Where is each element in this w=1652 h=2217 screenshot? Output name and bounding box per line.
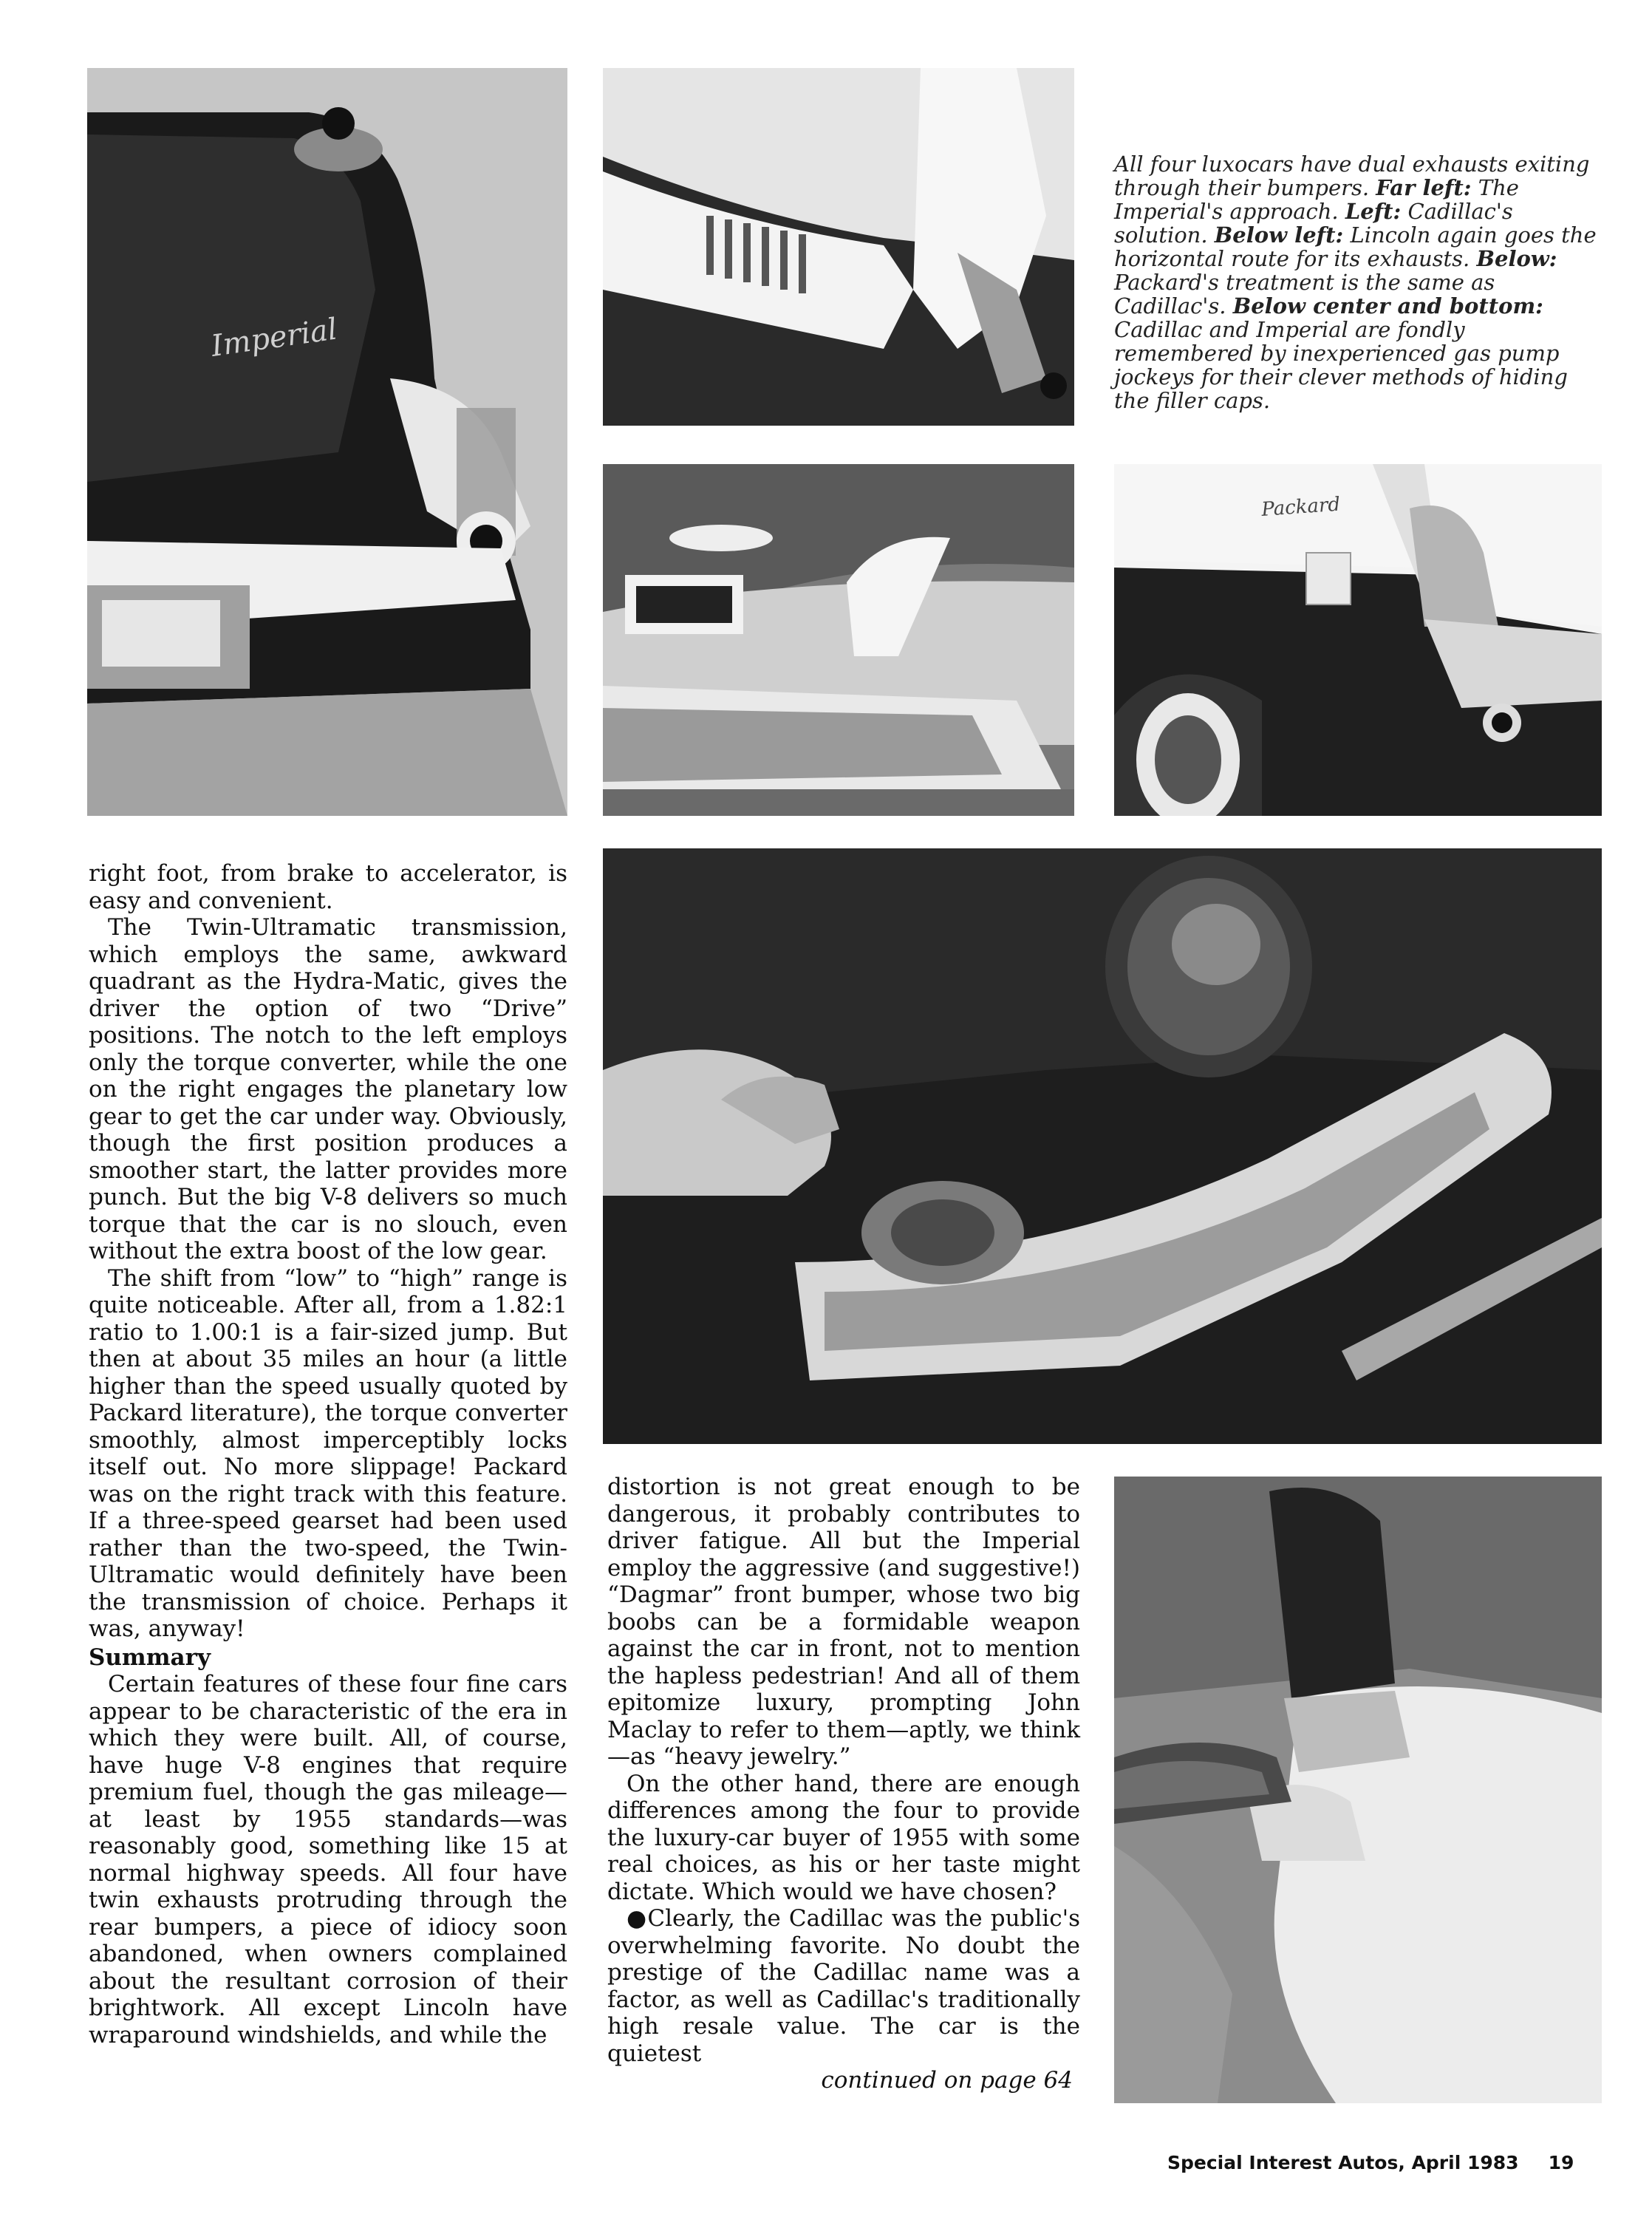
photo-imperial-filler-cap <box>1114 1477 1602 2103</box>
photo-cadillac-filler-cap <box>603 848 1602 1444</box>
photo-packard-rear <box>1114 464 1602 816</box>
caption-text-6: Cadillac and Imperial are fondly remembered by inexperienced gas pump jockeys for their clever methods of hiding the filler caps. <box>1114 317 1568 413</box>
caption-label-far-left: Far left: <box>1376 175 1472 200</box>
col2-paragraph-1: distortion is not great enough to be dangerous, it probably contributes to driver fatigue. All but the Imperial employ the aggressive (and suggestive!) “Dagmar” front bumper, whose two big boobs can be a formidable weapon against the car in front, not to mention the hapless pedestrian! And all of them epitomize luxury, prompting John Maclay to refer to them—aptly, we think —as “heavy jewelry.” <box>607 1474 1080 1770</box>
col1-paragraph-4: Certain features of these four fine cars appear to be characteristic of the era in which they were built. All, of course, have huge V-8 engines that require premium fuel, though the gas mileage—at least by 1955 standards—was reasonably good, something like 15 at normal highway speeds. All four have twin exhausts protruding through the rear bumpers, a piece of idiocy soon abandoned, when owners complained about the resultant corrosion of their brightwork. All except Lincoln have wraparound windshields, and while the <box>89 1671 567 2049</box>
continued-on-page: continued on page 64 <box>821 2067 1073 2094</box>
caption-text-2: The Imperial's approach. <box>1114 175 1519 224</box>
col2-paragraph-3: ●Clearly, the Cadillac was the public's overwhelming favorite. No doubt the prestige of the Cadillac name was a factor, as well as Cadillac's traditionally high resale value. The car is the quietest <box>607 1905 1080 2067</box>
magazine-issue: Special Interest Autos, April 1983 <box>1167 2152 1519 2173</box>
col2-paragraph-2: On the other hand, there are enough differences among the four to provide the luxury-car buyer of 1955 with some real choices, as his or her taste might dictate. Which would we have chosen? <box>607 1770 1080 1905</box>
packard-script-emblem: Packard <box>1260 493 1341 521</box>
page-footer <box>1167 2152 1596 2173</box>
caption-label-below-center: Below center and bottom: <box>1232 293 1543 319</box>
caption-text-5: Packard's treatment is the same as Cadillac's. <box>1114 270 1495 319</box>
summary-heading: Summary <box>89 1644 211 1671</box>
caption-text-4: Lincoln again goes the horizontal route for its exhausts. <box>1114 222 1597 271</box>
photo-cadillac-rear <box>603 68 1074 426</box>
caption-text-1: All four luxocars have dual exhausts exiting through their bumpers. <box>1114 151 1590 200</box>
photo-lincoln-rear <box>603 464 1074 816</box>
photo-caption <box>1114 152 1602 412</box>
article-column-1 <box>89 860 567 2049</box>
page-number: 19 <box>1548 2152 1574 2173</box>
col1-paragraph-2: The Twin-Ultramatic transmission, which employs the same, awkward quadrant as the Hydra-Matic, gives the driver the option of two “Drive” positions. The notch to the left employs only the torque converter, while the one on the right engages the planetary low gear to get the car under way. Obviously, though the first position produces a smoother start, the latter provides more punch. But the big V-8 delivers so much torque that the car is no slouch, even without the extra boost of the low gear. <box>89 914 567 1264</box>
imperial-script-emblem: Imperial <box>208 312 340 364</box>
col1-paragraph-1: right foot, from brake to accelerator, is easy and convenient. <box>89 860 567 914</box>
caption-label-below: Below: <box>1476 246 1557 271</box>
article-column-2 <box>607 1474 1080 2094</box>
caption-label-left: Left: <box>1345 199 1402 224</box>
photo-imperial-rear <box>87 68 567 816</box>
caption-label-below-left: Below left: <box>1214 222 1344 248</box>
caption-text-3: Cadillac's solution. <box>1114 199 1513 248</box>
col1-paragraph-3: The shift from “low” to “high” range is quite noticeable. After all, from a 1.82:1 ratio to 1.00:1 is a fair-sized jump. But then at about 35 miles an hour (a little higher than the speed usually quoted by Packard literature), the torque converter smoothly, almost imperceptibly locks itself out. No more slippage! Packard was on the right track with this feature. If a three-speed gearset had been used rather than the two-speed, the Twin-Ultramatic would definitely have been the transmission of choice. Perhaps it was, anyway! <box>89 1264 567 1642</box>
